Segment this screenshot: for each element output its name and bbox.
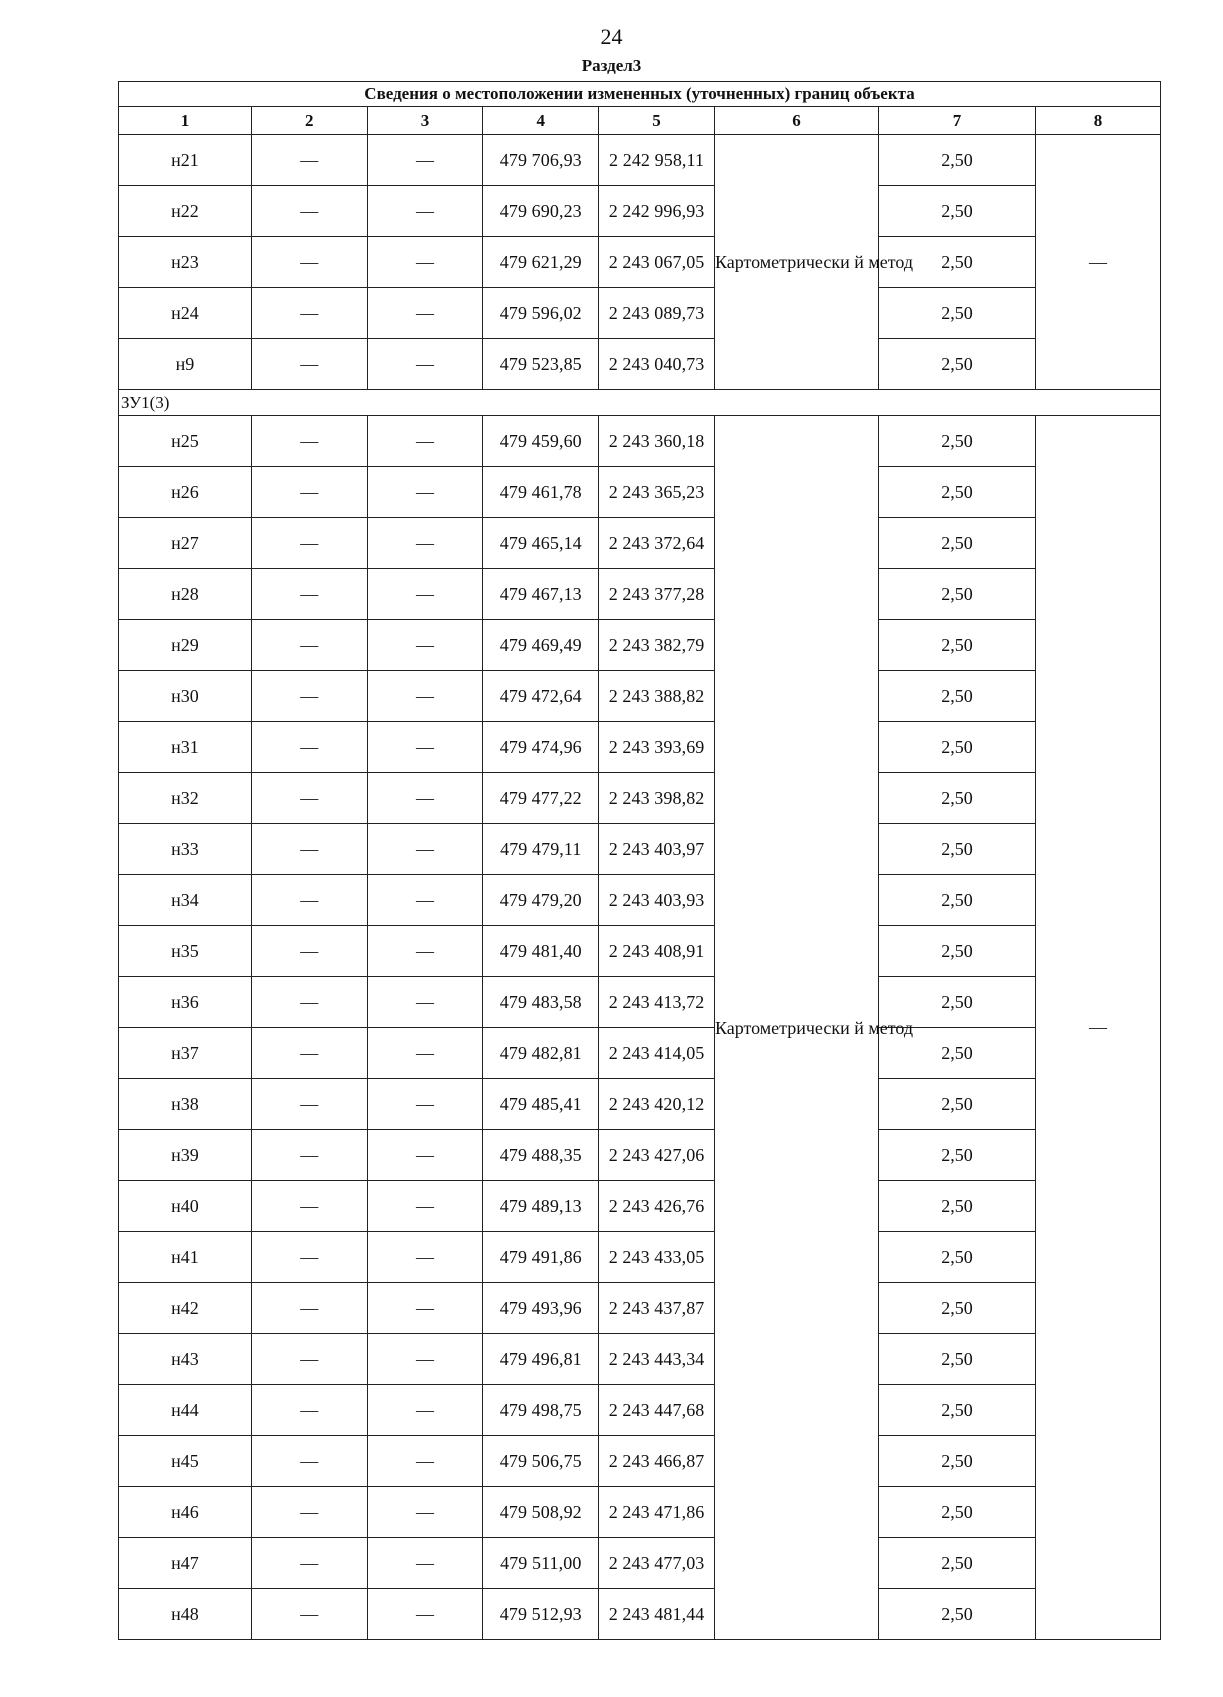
point-name-cell: н33	[119, 824, 252, 875]
y-coordinate-cell: 2 243 426,76	[599, 1181, 715, 1232]
accuracy-cell: 2,50	[879, 1079, 1036, 1130]
table-row	[119, 186, 1161, 237]
column-2-cell: —	[251, 722, 367, 773]
x-coordinate-cell: 479 482,81	[483, 1028, 599, 1079]
table-row	[119, 1385, 1161, 1436]
point-name-cell: н43	[119, 1334, 252, 1385]
column-header: 6	[714, 107, 878, 135]
y-coordinate-cell: 2 243 360,18	[599, 416, 715, 467]
column-2-cell: —	[251, 1334, 367, 1385]
column-header: 3	[367, 107, 483, 135]
column-2-cell: —	[251, 237, 367, 288]
point-name-cell: н32	[119, 773, 252, 824]
x-coordinate-cell: 479 483,58	[483, 977, 599, 1028]
column-2-cell: —	[251, 1385, 367, 1436]
column-2-cell: —	[251, 135, 367, 186]
column-3-cell: —	[367, 1385, 483, 1436]
column-3-cell: —	[367, 1436, 483, 1487]
accuracy-cell: 2,50	[879, 620, 1036, 671]
column-3-cell: —	[367, 237, 483, 288]
table-row	[119, 1334, 1161, 1385]
column-3-cell: —	[367, 1589, 483, 1640]
column-3-cell: —	[367, 773, 483, 824]
group-label-row	[119, 390, 1161, 416]
x-coordinate-cell: 479 523,85	[483, 339, 599, 390]
accuracy-cell: 2,50	[879, 875, 1036, 926]
table-row	[119, 1028, 1161, 1079]
table-row	[119, 722, 1161, 773]
point-name-cell: н38	[119, 1079, 252, 1130]
y-coordinate-cell: 2 243 437,87	[599, 1283, 715, 1334]
x-coordinate-cell: 479 621,29	[483, 237, 599, 288]
accuracy-cell: 2,50	[879, 926, 1036, 977]
coordinates-table	[118, 81, 1161, 1640]
point-name-cell: н25	[119, 416, 252, 467]
column-2-cell: —	[251, 1181, 367, 1232]
accuracy-cell: 2,50	[879, 1436, 1036, 1487]
column-header: 1	[119, 107, 252, 135]
accuracy-cell: 2,50	[879, 467, 1036, 518]
x-coordinate-cell: 479 481,40	[483, 926, 599, 977]
x-coordinate-cell: 479 508,92	[483, 1487, 599, 1538]
point-name-cell: н28	[119, 569, 252, 620]
x-coordinate-cell: 479 477,22	[483, 773, 599, 824]
y-coordinate-cell: 2 243 377,28	[599, 569, 715, 620]
accuracy-cell: 2,50	[879, 1232, 1036, 1283]
y-coordinate-cell: 2 243 089,73	[599, 288, 715, 339]
y-coordinate-cell: 2 243 372,64	[599, 518, 715, 569]
table-row	[119, 875, 1161, 926]
column-2-cell: —	[251, 1232, 367, 1283]
column-2-cell: —	[251, 1130, 367, 1181]
x-coordinate-cell: 479 469,49	[483, 620, 599, 671]
table-row	[119, 416, 1161, 467]
column-3-cell: —	[367, 824, 483, 875]
column-2-cell: —	[251, 467, 367, 518]
accuracy-cell: 2,50	[879, 186, 1036, 237]
column-2-cell: —	[251, 569, 367, 620]
method-cell: Картометрически й метод	[714, 135, 878, 390]
point-name-cell: н35	[119, 926, 252, 977]
table-row	[119, 824, 1161, 875]
accuracy-cell: 2,50	[879, 1334, 1036, 1385]
column-3-cell: —	[367, 926, 483, 977]
y-coordinate-cell: 2 243 420,12	[599, 1079, 715, 1130]
column-header: 8	[1036, 107, 1161, 135]
accuracy-cell: 2,50	[879, 824, 1036, 875]
column-3-cell: —	[367, 288, 483, 339]
x-coordinate-cell: 479 465,14	[483, 518, 599, 569]
y-coordinate-cell: 2 243 413,72	[599, 977, 715, 1028]
y-coordinate-cell: 2 243 365,23	[599, 467, 715, 518]
x-coordinate-cell: 479 493,96	[483, 1283, 599, 1334]
column-3-cell: —	[367, 135, 483, 186]
accuracy-cell: 2,50	[879, 1589, 1036, 1640]
x-coordinate-cell: 479 491,86	[483, 1232, 599, 1283]
table-row	[119, 977, 1161, 1028]
table-row	[119, 926, 1161, 977]
table-row	[119, 1130, 1161, 1181]
x-coordinate-cell: 479 511,00	[483, 1538, 599, 1589]
x-coordinate-cell: 479 506,75	[483, 1436, 599, 1487]
y-coordinate-cell: 2 243 466,87	[599, 1436, 715, 1487]
point-name-cell: н42	[119, 1283, 252, 1334]
column-2-cell: —	[251, 977, 367, 1028]
point-name-cell: н9	[119, 339, 252, 390]
column-3-cell: —	[367, 416, 483, 467]
accuracy-cell: 2,50	[879, 1538, 1036, 1589]
point-name-cell: н48	[119, 1589, 252, 1640]
column-2-cell: —	[251, 671, 367, 722]
column-header: 5	[599, 107, 715, 135]
column-2-cell: —	[251, 1028, 367, 1079]
accuracy-cell: 2,50	[879, 416, 1036, 467]
table-row	[119, 1283, 1161, 1334]
x-coordinate-cell: 479 706,93	[483, 135, 599, 186]
table-row	[119, 339, 1161, 390]
point-name-cell: н24	[119, 288, 252, 339]
table-row	[119, 288, 1161, 339]
column-2-cell: —	[251, 1487, 367, 1538]
x-coordinate-cell: 479 512,93	[483, 1589, 599, 1640]
point-name-cell: н44	[119, 1385, 252, 1436]
point-name-cell: н31	[119, 722, 252, 773]
accuracy-cell: 2,50	[879, 977, 1036, 1028]
y-coordinate-cell: 2 243 481,44	[599, 1589, 715, 1640]
point-name-cell: н21	[119, 135, 252, 186]
accuracy-cell: 2,50	[879, 1181, 1036, 1232]
y-coordinate-cell: 2 243 471,86	[599, 1487, 715, 1538]
column-8-cell: —	[1036, 135, 1161, 390]
y-coordinate-cell: 2 242 996,93	[599, 186, 715, 237]
point-name-cell: н41	[119, 1232, 252, 1283]
column-2-cell: —	[251, 926, 367, 977]
table-row	[119, 773, 1161, 824]
table-row	[119, 1538, 1161, 1589]
x-coordinate-cell: 479 474,96	[483, 722, 599, 773]
table-title-row	[119, 82, 1161, 107]
y-coordinate-cell: 2 243 398,82	[599, 773, 715, 824]
column-2-cell: —	[251, 875, 367, 926]
column-8-cell: —	[1036, 416, 1161, 1640]
accuracy-cell: 2,50	[879, 288, 1036, 339]
point-name-cell: н36	[119, 977, 252, 1028]
x-coordinate-cell: 479 498,75	[483, 1385, 599, 1436]
point-name-cell: н34	[119, 875, 252, 926]
point-name-cell: н29	[119, 620, 252, 671]
column-3-cell: —	[367, 467, 483, 518]
column-3-cell: —	[367, 671, 483, 722]
column-3-cell: —	[367, 1079, 483, 1130]
accuracy-cell: 2,50	[879, 1130, 1036, 1181]
accuracy-cell: 2,50	[879, 722, 1036, 773]
accuracy-cell: 2,50	[879, 518, 1036, 569]
x-coordinate-cell: 479 479,11	[483, 824, 599, 875]
table-row	[119, 467, 1161, 518]
y-coordinate-cell: 2 243 067,05	[599, 237, 715, 288]
accuracy-cell: 2,50	[879, 135, 1036, 186]
table-row	[119, 671, 1161, 722]
x-coordinate-cell: 479 489,13	[483, 1181, 599, 1232]
point-name-cell: н46	[119, 1487, 252, 1538]
accuracy-cell: 2,50	[879, 339, 1036, 390]
table-row	[119, 135, 1161, 186]
column-2-cell: —	[251, 416, 367, 467]
column-2-cell: —	[251, 1589, 367, 1640]
point-name-cell: н39	[119, 1130, 252, 1181]
column-3-cell: —	[367, 1487, 483, 1538]
x-coordinate-cell: 479 467,13	[483, 569, 599, 620]
y-coordinate-cell: 2 243 388,82	[599, 671, 715, 722]
point-name-cell: н37	[119, 1028, 252, 1079]
x-coordinate-cell: 479 488,35	[483, 1130, 599, 1181]
column-2-cell: —	[251, 1436, 367, 1487]
y-coordinate-cell: 2 243 427,06	[599, 1130, 715, 1181]
x-coordinate-cell: 479 459,60	[483, 416, 599, 467]
table-row	[119, 237, 1161, 288]
accuracy-cell: 2,50	[879, 1487, 1036, 1538]
column-2-cell: —	[251, 518, 367, 569]
accuracy-cell: 2,50	[879, 773, 1036, 824]
point-name-cell: н30	[119, 671, 252, 722]
table-header-row	[119, 107, 1161, 135]
x-coordinate-cell: 479 690,23	[483, 186, 599, 237]
column-header: 4	[483, 107, 599, 135]
section-title: Раздел3	[581, 56, 642, 75]
y-coordinate-cell: 2 243 408,91	[599, 926, 715, 977]
x-coordinate-cell: 479 461,78	[483, 467, 599, 518]
y-coordinate-cell: 2 243 393,69	[599, 722, 715, 773]
point-name-cell: н45	[119, 1436, 252, 1487]
method-cell: Картометрически й метод	[714, 416, 878, 1640]
y-coordinate-cell: 2 243 403,97	[599, 824, 715, 875]
y-coordinate-cell: 2 243 382,79	[599, 620, 715, 671]
page-number: 24	[600, 24, 623, 49]
table-row	[119, 1589, 1161, 1640]
column-3-cell: —	[367, 722, 483, 773]
table-row	[119, 1232, 1161, 1283]
column-2-cell: —	[251, 620, 367, 671]
column-3-cell: —	[367, 569, 483, 620]
x-coordinate-cell: 479 496,81	[483, 1334, 599, 1385]
table-title: Сведения о местоположении измененных (уточненных) границ объекта	[119, 82, 1161, 107]
x-coordinate-cell: 479 472,64	[483, 671, 599, 722]
table-row	[119, 518, 1161, 569]
column-2-cell: —	[251, 186, 367, 237]
accuracy-cell: 2,50	[879, 1028, 1036, 1079]
column-3-cell: —	[367, 1028, 483, 1079]
column-3-cell: —	[367, 339, 483, 390]
column-3-cell: —	[367, 1181, 483, 1232]
column-2-cell: —	[251, 824, 367, 875]
y-coordinate-cell: 2 243 414,05	[599, 1028, 715, 1079]
point-name-cell: н26	[119, 467, 252, 518]
point-name-cell: н40	[119, 1181, 252, 1232]
column-3-cell: —	[367, 1538, 483, 1589]
x-coordinate-cell: 479 479,20	[483, 875, 599, 926]
table-row	[119, 1436, 1161, 1487]
group-label: ЗУ1(3)	[119, 390, 1161, 416]
column-3-cell: —	[367, 1334, 483, 1385]
point-name-cell: н47	[119, 1538, 252, 1589]
table-row	[119, 1487, 1161, 1538]
y-coordinate-cell: 2 243 477,03	[599, 1538, 715, 1589]
point-name-cell: н22	[119, 186, 252, 237]
x-coordinate-cell: 479 596,02	[483, 288, 599, 339]
y-coordinate-cell: 2 242 958,11	[599, 135, 715, 186]
y-coordinate-cell: 2 243 403,93	[599, 875, 715, 926]
column-2-cell: —	[251, 1283, 367, 1334]
accuracy-cell: 2,50	[879, 237, 1036, 288]
column-3-cell: —	[367, 518, 483, 569]
column-2-cell: —	[251, 288, 367, 339]
column-3-cell: —	[367, 1283, 483, 1334]
point-name-cell: н27	[119, 518, 252, 569]
column-3-cell: —	[367, 620, 483, 671]
column-3-cell: —	[367, 875, 483, 926]
column-3-cell: —	[367, 1130, 483, 1181]
column-2-cell: —	[251, 339, 367, 390]
x-coordinate-cell: 479 485,41	[483, 1079, 599, 1130]
table-row	[119, 1079, 1161, 1130]
accuracy-cell: 2,50	[879, 1385, 1036, 1436]
accuracy-cell: 2,50	[879, 569, 1036, 620]
column-2-cell: —	[251, 773, 367, 824]
y-coordinate-cell: 2 243 443,34	[599, 1334, 715, 1385]
column-3-cell: —	[367, 977, 483, 1028]
column-2-cell: —	[251, 1538, 367, 1589]
point-name-cell: н23	[119, 237, 252, 288]
accuracy-cell: 2,50	[879, 1283, 1036, 1334]
column-header: 2	[251, 107, 367, 135]
column-2-cell: —	[251, 1079, 367, 1130]
y-coordinate-cell: 2 243 433,05	[599, 1232, 715, 1283]
table-row	[119, 569, 1161, 620]
y-coordinate-cell: 2 243 447,68	[599, 1385, 715, 1436]
y-coordinate-cell: 2 243 040,73	[599, 339, 715, 390]
table-row	[119, 1181, 1161, 1232]
column-header: 7	[879, 107, 1036, 135]
column-3-cell: —	[367, 186, 483, 237]
accuracy-cell: 2,50	[879, 671, 1036, 722]
table-row	[119, 620, 1161, 671]
column-3-cell: —	[367, 1232, 483, 1283]
